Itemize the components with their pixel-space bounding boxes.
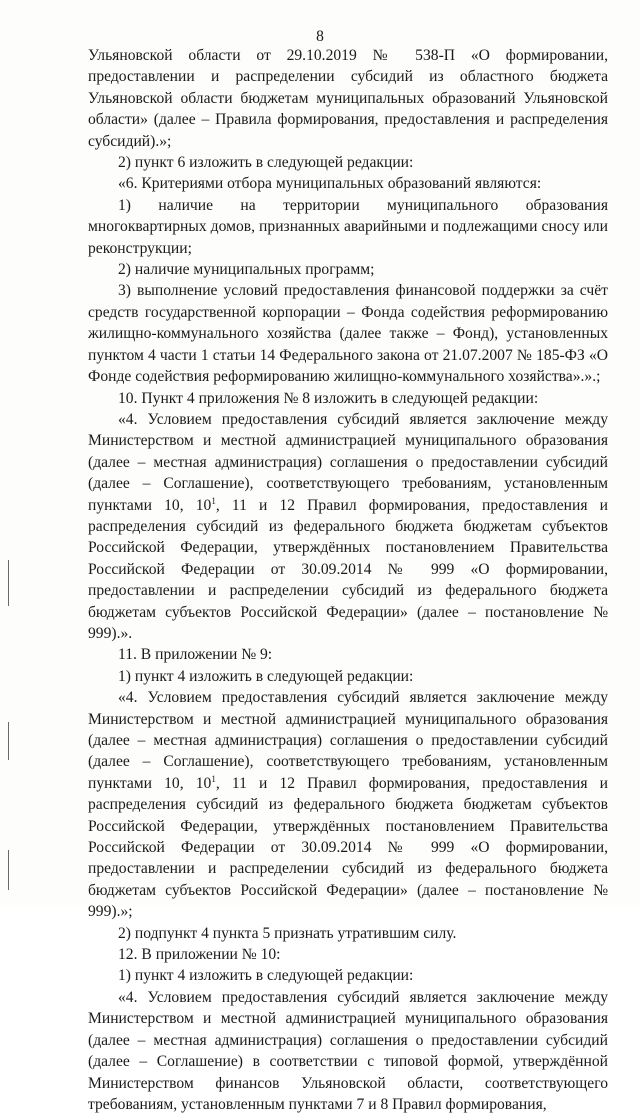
- superscript: 1: [211, 495, 216, 506]
- paragraph: 2) подпункт 4 пункта 5 признать утратившим силу.: [118, 924, 457, 942]
- paragraph: [88, 687, 608, 922]
- scan-edge-mark: [8, 722, 9, 760]
- paragraph: 1) пункт 4 изложить в следующей редакции:: [118, 967, 414, 985]
- scan-edge-mark: [8, 560, 9, 606]
- paragraph: 2) пункт 6 изложить в следующей редакции:: [118, 154, 414, 172]
- page-number: 8: [316, 28, 324, 45]
- paragraph: [88, 409, 608, 644]
- paragraph-text: , 11 и 12 Правил формирования, предоставления и распределения субсидий из федерального бюджета бюджетам субъектов Российской Федерации, утверждённых постановлением Правительства Российской Федерации от 30.09.2014 № 999 «О формировании, предоставлении и распределении субсидий из федерального бюджета бюджетам субъектов Российской Федерации» (далее – постановление № 999).»;: [88, 774, 608, 921]
- document-body: [88, 45, 608, 1115]
- paragraph: 11. В приложении № 9:: [118, 646, 273, 664]
- paragraph: 12. В приложении № 10:: [118, 946, 281, 964]
- paragraph: Ульяновской области от 29.10.2019 № 538-П «О формировании, предоставлении и распределении субсидий из областного бюджета Ульяновской области бюджетам муниципальных образований Ульяновской области» (далее – Правила формирования, предоставления и распределения субсидий).»;: [88, 47, 608, 150]
- paragraph-text: «4. Условием предоставления субсидий является заключение между Министерством и местной администрацией муниципального образования (далее – местная администрация) соглашения о предоставлении субсидий (далее – Соглашение), соответствующего требованиям, установленным пунктами 10, 10: [88, 689, 608, 792]
- paragraph: 3) выполнение условий предоставления финансовой поддержки за счёт средств государственной корпорации – Фонда содействия реформированию жилищно-коммунального хозяйства (далее также – Фонд), установленных пунктом 4 части 1 статьи 14 Федерального закона от 21.07.2007 № 185-ФЗ «О Фонде содействия реформированию жилищно-коммунального хозяйства».».;: [88, 282, 608, 386]
- paragraph-text: «4. Условием предоставления субсидий является заключение между Министерством и местной администрацией муниципального образования (далее – местная администрация) соглашения о предоставлении субсидий (далее – Соглашение), соответствующего требованиям, установленным пунктами 10, 10: [88, 410, 608, 514]
- paragraph: 2) наличие муниципальных программ;: [118, 261, 375, 279]
- paragraph: 1) наличие на территории муниципального образования многоквартирных домов, признанных аварийными и подлежащими сносу или реконструкции;: [88, 196, 608, 257]
- paragraph: 1) пункт 4 изложить в следующей редакции:: [118, 667, 414, 685]
- superscript: 1: [211, 773, 216, 784]
- paragraph: «6. Критериями отбора муниципальных образований являются:: [118, 175, 542, 193]
- paragraph: 10. Пункт 4 приложения № 8 изложить в следующей редакции:: [118, 389, 539, 407]
- paragraph-text: , 11 и 12 Правил формирования, предоставления и распределения субсидий из федерального бюджета бюджетам субъектов Российской Федерации, утверждённых постановлением Правительства Российской Федерации от 30.09.2014 № 999 «О формировании, предоставлении и распределении субсидий из федерального бюджета бюджетам субъектов Российской Федерации» (далее – постановление № 999).».: [88, 496, 608, 642]
- scan-edge-mark: [8, 850, 9, 890]
- paragraph: «4. Условием предоставления субсидий является заключение между Министерством и местной администрацией муниципального образования (далее – местная администрация) соглашения о предоставлении субсидий (далее – Соглашение) в соответствии с типовой формой, утверждённой Министерством финансов Ульяновской области, соответствующего требованиям, установленным пунктами 7 и 8 Правил формирования,: [88, 988, 608, 1113]
